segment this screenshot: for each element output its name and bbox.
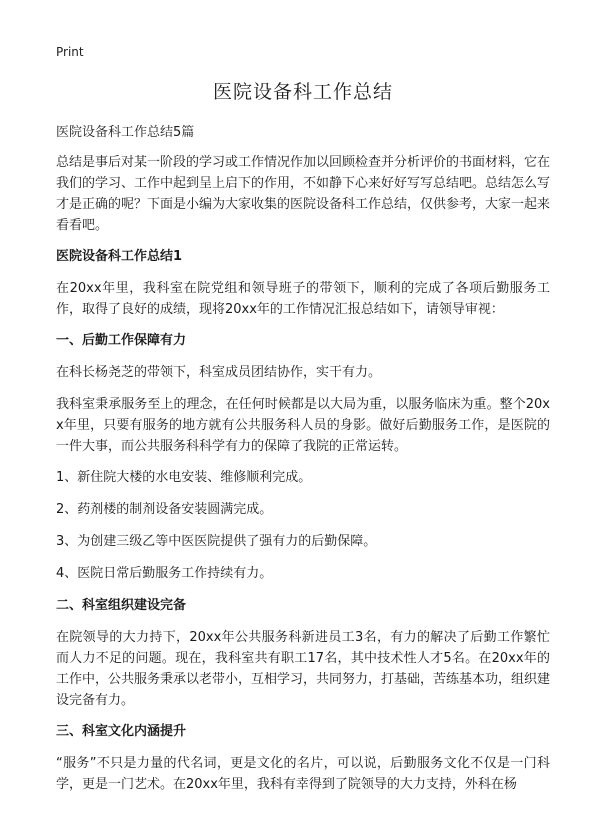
culture-paragraph: “服务”不只是力量的代名词，更是文化的名片，可以说，后勤服务文化不仅是一门科学，更是一门艺术。在20xx年里，我科有幸得到了院领导的大力支持，外科在杨	[56, 756, 550, 792]
intro-paragraph: 总结是事后对某一阶段的学习或工作情况作加以回顾检查并分析评价的书面材料，它在我们的学习、工作中起到呈上启下的作用，不如静下心来好好写写总结吧。总结怎么写才是正确的呢？下面是小编为大家收集的医院设备科工作总结，仅供参考，大家一起来看看吧。	[56, 155, 551, 233]
part-heading-logistics: 一、后勤工作保障有力	[56, 333, 187, 348]
list-item: 4、医院日常后勤服务工作持续有力。	[56, 566, 273, 581]
list-item: 2、药剂楼的制剂设备安装圆满完成。	[56, 502, 273, 517]
section-1-paragraph: 在20xx年里，我科室在院党组和领导班子的带领下，顺利的完成了各项后勤服务工作，取得了良好的成绩，现将20xx年的工作情况汇报总结如下，请领导审视：	[56, 281, 550, 317]
print-label: Print	[56, 45, 84, 59]
section-heading-1: 医院设备科工作总结1	[56, 249, 183, 264]
document-title: 医院设备科工作总结	[212, 81, 393, 103]
organization-paragraph: 在院领导的大力持下，20xx年公共服务科新进员工3名，有力的解决了后勤工作繁忙而人力不足的问题。现在，我科室共有职工17名，其中技术性人才5名。在20xx年的工作中，公共服务秉承以老带小，互相学习，共同努力，打基础，苦练基本功，组织建设完备有力。	[56, 630, 551, 708]
part-heading-culture: 三、科室文化内涵提升	[56, 724, 187, 739]
list-item: 1、新住院大楼的水电安装、维修顺利完成。	[56, 470, 312, 485]
logistics-paragraph-1: 在科长杨尧芝的带领下，科室成员团结协作，实干有力。	[56, 365, 382, 380]
list-item: 3、为创建三级乙等中医医院提供了强有力的后勤保障。	[56, 534, 377, 549]
document-subtitle: 医院设备科工作总结5篇	[56, 125, 195, 140]
part-heading-organization: 二、科室组织建设完备	[56, 598, 187, 613]
logistics-paragraph-2: 我科室秉承服务至上的理念，在任何时候都是以大局为重，以服务临床为重。整个20xx年里，只要有服务的地方就有公共服务科人员的身影。做好后勤服务工作，是医院的一件大事，而公共服务科科学有力的保障了我院的正常运转。	[56, 397, 550, 454]
